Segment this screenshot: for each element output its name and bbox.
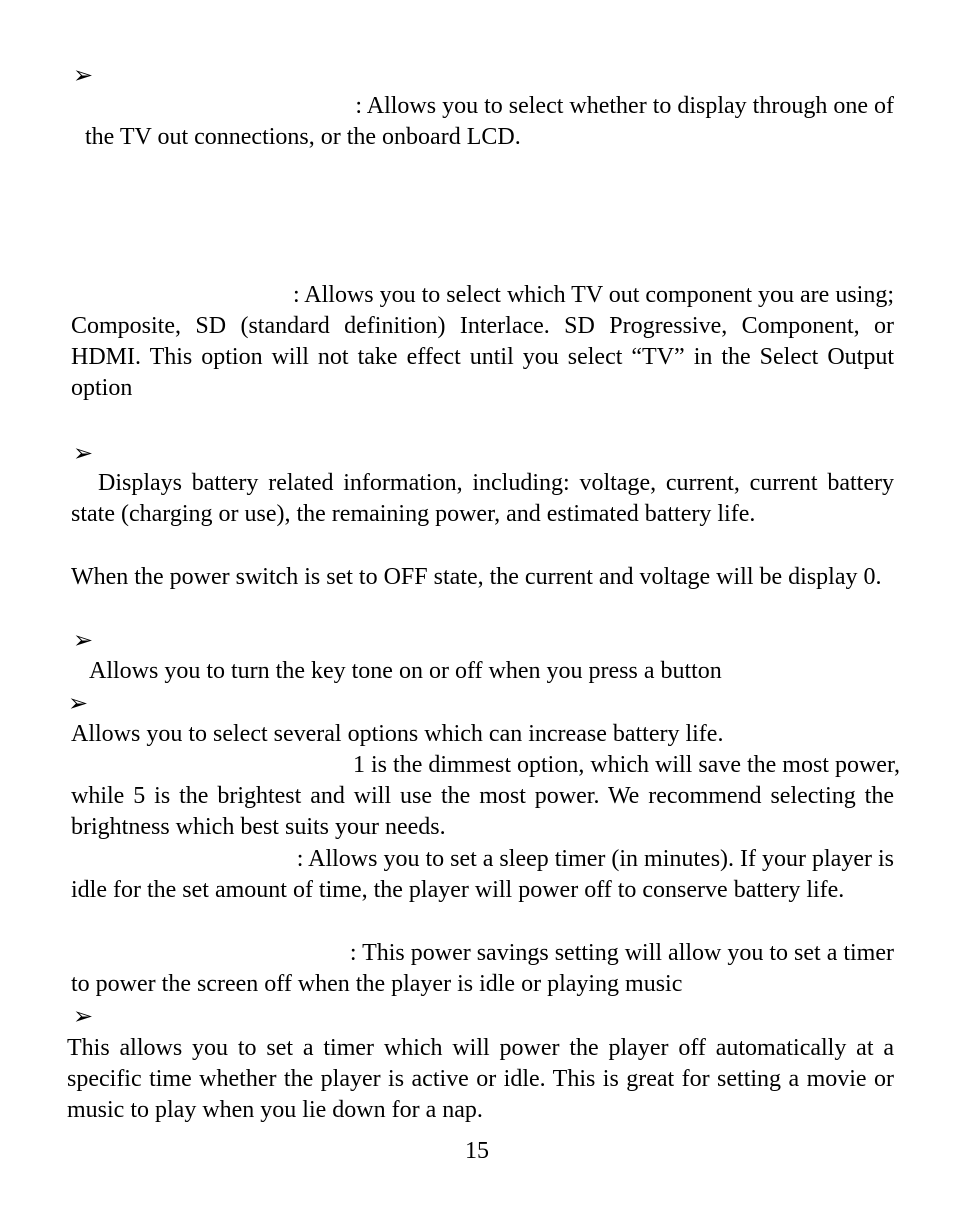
bullet-arrow-icon: ➢: [68, 689, 89, 717]
battery-body: Displays battery related information, including: voltage, current, current battery state (charging or use), the remaining power, and estimated battery life.: [71, 470, 894, 528]
sleep-timer-body: idle for the set amount of time, the player will power off to conserve battery life.: [71, 877, 845, 903]
screen-off-line2: to power the screen off when the player is idle or playing music: [71, 971, 683, 997]
sleep-timer-line1: : Allows you to set a sleep timer (in minutes). If your player is: [296, 846, 894, 872]
power-saving-intro: Allows you to select several options which can increase battery life.: [71, 721, 724, 747]
auto-off-body: This allows you to set a timer which will power the player off automatically at a specific time whether the player is active or idle. This is great for setting a movie or music to play when you lie down for a nap.: [67, 1035, 894, 1124]
page-number: 15: [465, 1138, 489, 1164]
brightness-body: while 5 is the brightest and will use the most power. We recommend selecting the brightness which best suits your needs.: [71, 783, 894, 841]
bullet-arrow-icon: ➢: [73, 61, 94, 89]
select-output-line2: the TV out connections, or the onboard LCD.: [85, 124, 521, 150]
tv-out-body: Composite, SD (standard definition) Interlace. SD Progressive, Component, or HDMI. This option will not take effect until you select “TV” in the Select Output option: [71, 313, 894, 402]
key-tone-body: Allows you to turn the key tone on or off when you press a button: [89, 658, 722, 684]
battery-note: When the power switch is set to OFF state, the current and voltage will be display 0.: [71, 564, 882, 590]
bullet-arrow-icon: ➢: [73, 1002, 94, 1030]
bullet-arrow-icon: ➢: [73, 626, 94, 654]
select-output-line1: : Allows you to select whether to display through one of: [355, 93, 894, 119]
bullet-arrow-icon: ➢: [73, 439, 94, 467]
screen-off-line1: : This power savings setting will allow you to set a timer: [349, 940, 894, 966]
brightness-line1: 1 is the dimmest option, which will save the most power,: [353, 752, 900, 778]
tv-out-line1: : Allows you to select which TV out component you are using;: [292, 282, 894, 308]
